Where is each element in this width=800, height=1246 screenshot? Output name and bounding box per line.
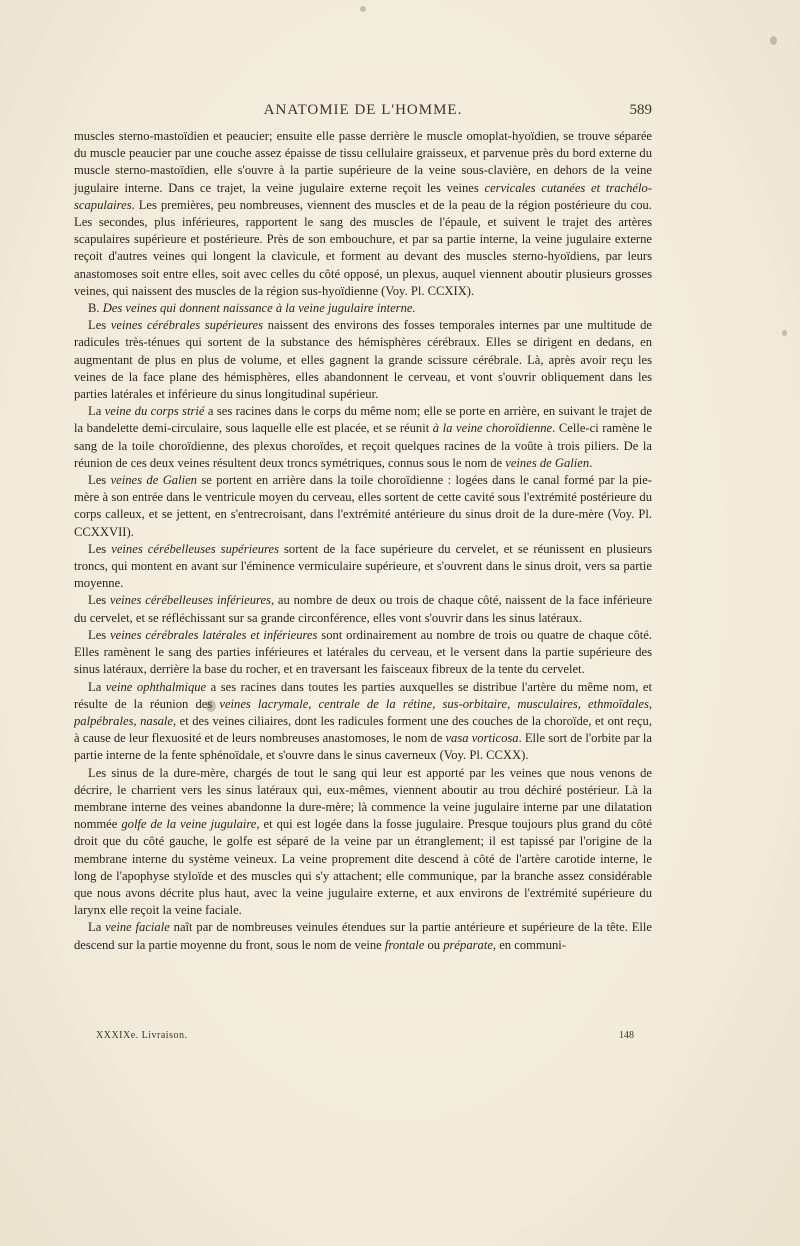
signature-mark: XXXIXe. Livraison. (96, 1030, 188, 1041)
text-run: Les (88, 318, 111, 333)
text-run: Les (88, 627, 111, 642)
text-run: La (88, 920, 106, 935)
page-header (74, 102, 652, 124)
text-run: Les (88, 541, 112, 556)
text-run: La (88, 404, 105, 419)
paper-stain (770, 36, 777, 45)
italic-term: vasa vorticosa (445, 731, 519, 746)
text-run: Les (88, 473, 111, 488)
paragraph (74, 317, 652, 403)
body-text (74, 128, 652, 954)
italic-term: veine faciale (105, 920, 170, 935)
text-run: . Les premières, peu nombreuses, viennent des muscles et de la peau de la région postérieure du cou. Les secondes, plus inférieures, rapportent le sang des muscles de l'épaule, et suivent le trajet des artères scapulaires supérieure et postérieure. Près de son embouchure, et par sa partie interne, la veine jugulaire externe reçoit d'autres veines qui longent la clavicule, et forment au devant des muscles sterno-hyoïdiens, par leurs anastomoses soit entre elles, soit avec celles du côté opposé, un plexus, auquel viennent aboutir plusieurs grosses veines, qui naissent des muscles de la région sus-hyoïdienne (Voy. Pl. CCXIX). (74, 197, 652, 298)
signature-number: 148 (619, 1030, 634, 1041)
italic-term: à la veine choroïdienne (432, 421, 553, 436)
italic-term: veines lacrymale, centrale de la rétine, sus-orbitaire, musculaires, ethmoïdales, palpébrales, nasale (74, 696, 652, 728)
italic-term: veine ophthalmique (105, 679, 207, 694)
italic-term: Des veines qui donnent naissance à la veine jugulaire interne. (102, 301, 416, 316)
paragraph (74, 627, 652, 679)
text-run: . Celle-ci ramène le sang de la toile choroïdienne, des plexus choroïdes, et reçoit quelques racines de la voûte à trois piliers. De la réunion de ces deux veines résultent deux troncs symétriques, connus sous le nom de (74, 421, 652, 470)
paper-stain (782, 330, 787, 336)
text-run: , en communi- (492, 937, 567, 952)
text-run: sortent de la face supérieure du cervelet, et se réunissent en plusieurs troncs, qui montent en avant sur l'éminence vermiculaire supérieure, et s'ouvrent dans le sinus droit, vers sa partie moyenne. (74, 541, 652, 591)
text-run: . (589, 455, 593, 470)
text-run: , et qui est logée dans la fosse jugulaire. Presque toujours plus grand du côté droit que du côté gauche, le golfe est séparé de la veine par un étranglement; il est tapissé par l'origine de la membrane interne du système veineux. La veine proprement dite descend à côté de l'artère carotide interne, le long de l'apophyse styloïde et des muscles qui s'y attachent; elle communique, par la branche assez considérable que nous avons décrite plus haut, avec la veine jugulaire externe, et aux environs de l'extrémité supérieure du larynx elle reçoit la veine faciale. (74, 817, 652, 918)
italic-term: cervicales cutanées et trachélo-scapulaires (74, 180, 652, 212)
paragraph (74, 679, 652, 765)
section-heading (74, 300, 652, 317)
text-run: Les (88, 593, 110, 608)
text-run: , au nombre de deux ou trois de chaque côté, naissent de la face inférieure du cervelet, et se réfléchissant sur sa grande circonférence, elles vont s'ouvrir dans les sinus latéraux. (74, 593, 652, 625)
text-run: sont ordinairement au nombre de trois ou quatre de chaque côté. Elles ramènent le sang des parties inférieures et latérales du cerveau, et le versent dans la partie supérieure des sinus latéraux, derrière la base du rocher, et en traversant les faisceaux fibreux de la tente du cervelet. (74, 627, 652, 677)
page-footer (96, 1030, 644, 1046)
paragraph (74, 128, 652, 300)
text-run: ou (424, 937, 444, 952)
paragraph (74, 541, 652, 593)
text-run: Les sinus de la dure-mère, chargés de tout le sang qui leur est apporté par les veines que nous venons de décrire, le charrient vers les sinus latéraux qui, eux-mêmes, viennent aboutir au trou déchiré postérieur. Là la membrane interne des veines abandonne la dure-mère; là commence la veine jugulaire interne par une dilatation nommée (74, 765, 652, 832)
paragraph (74, 472, 652, 541)
paragraph (74, 592, 652, 626)
paper-stain (360, 6, 366, 12)
text-run: naît par de nombreuses veinules étendues sur la partie antérieure et supérieure de la tête. Elle descend sur la partie moyenne du front, sous le nom de veine (74, 920, 652, 952)
text-run: a ses racines dans toutes les parties auxquelles se distribue l'artère du même nom, et résulte de la réunion des (74, 679, 652, 711)
text-run: B. (88, 301, 103, 316)
text-run: , et des veines ciliaires, dont les radicules forment une des couches de la choroïde, et ont reçu, à cause de leur flexuosité et de leurs nombreuses anastomoses, le nom de (74, 713, 652, 746)
text-run: muscles sterno-mastoïdien et peaucier; ensuite elle passe derrière le muscle omoplat-hyoïdien, se trouve séparée du muscle peaucier par une couche assez épaisse de tissu cellulaire graisseux, et parvenue près du bord externe du muscle sterno-mastoïdien, elle s'ouvre à la partie supérieure de la veine sous-clavière, en dehors de la veine jugulaire interne. Dans ce trajet, la veine jugulaire externe reçoit les veines (74, 129, 652, 195)
italic-term: golfe de la veine jugulaire (121, 817, 257, 832)
italic-term: veines de Galien (505, 455, 590, 470)
paragraph (74, 765, 652, 920)
italic-term: frontale (384, 937, 425, 952)
text-run: La (88, 679, 106, 694)
text-run: . Elle sort de l'orbite par la partie interne de la fente sphénoïdale, et s'ouvre dans le sinus caverneux (Voy. Pl. CCXX). (74, 731, 652, 763)
italic-term: veines cérébrales supérieures (110, 318, 264, 333)
italic-term: veines cérébelleuses supérieures (111, 541, 279, 556)
page-number: 589 (629, 102, 652, 118)
paragraph (74, 403, 652, 472)
running-title: ANATOMIE DE L'HOMME. (263, 102, 463, 118)
italic-term: veine du corps strié (104, 404, 205, 419)
italic-term: veines de Galien (110, 473, 197, 488)
paragraph (74, 919, 652, 953)
italic-term: veines cérébelleuses inférieures (109, 593, 271, 608)
text-run: se portent en arrière dans la toile choroïdienne : logées dans le canal formé par la pie-mère à son entrée dans le ventricule moyen du cerveau, elles sortent de cette cavité sous l'extrémité postérieure du corps calleux, et se jettent, en s'entrecroisant, dans l'extrémité antérieure du sinus droit de la dure-mère (Voy. Pl. CCXXVII). (74, 473, 652, 539)
text-run: naissent des environs des fosses temporales internes par une multitude de radicules très-ténues qui sortent de la substance des hémisphères cérébraux. Elles se dirigent en dedans, en augmentant de plus en plus de volume, et elles gagnent la grande scissure cérébrale. Là, après avoir reçu les veines de la face plane des hémisphères, elles abandonnent le cerveau, et vont s'ouvrir obliquement dans les parties latérales et inférieure du sinus longitudinal supérieur. (74, 318, 653, 402)
text-run: a ses racines dans le corps du même nom; elle se porte en arrière, en suivant le trajet de la bandelette demi-circulaire, sous laquelle elle est placée, et se réunit (74, 404, 652, 436)
italic-term: préparate (443, 937, 493, 952)
italic-term: veines cérébrales latérales et inférieures (110, 627, 318, 642)
